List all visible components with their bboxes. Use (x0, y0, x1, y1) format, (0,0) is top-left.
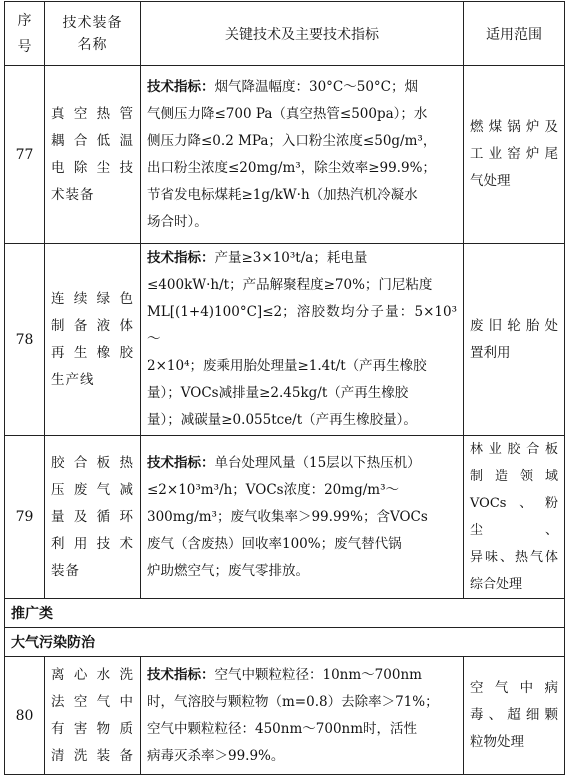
row-number: 80 (5, 657, 45, 775)
technical-spec: 技术指标：单台处理风量（15层以下热压机） ≤2×10³m³/h；VOCs浓度：20mg/m³～ 300mg/m³；废气收集率＞99.99%；含VOCs 废气（含废热）回收率100%；废气替代锅 炉助燃空气；废气零排放。 (141, 436, 464, 599)
table-row (5, 436, 565, 599)
application-scope: 空气中病 毒、超细颗 粒物处理 (464, 657, 565, 775)
section-title-promote: 推广类 (5, 599, 565, 628)
section-row (5, 599, 565, 628)
row-number: 79 (5, 436, 45, 599)
header-spec: 关键技术及主要技术指标 (141, 2, 464, 66)
spec-label: 技术指标： (147, 666, 215, 683)
section-title-air-pollution: 大气污染防治 (5, 628, 565, 657)
row-number: 78 (5, 244, 45, 436)
equipment-name: 离心水洗 法空气中 有害物质 清洗装备 (45, 657, 141, 775)
equipment-name: 胶合板热 压废气减 量及循环 利用技术 装备 (45, 436, 141, 599)
table-row (5, 657, 565, 775)
technical-spec: 技术指标：产量≥3×10³t/a；耗电量 ≤400kW·h/t；产品解聚程度≥70%；门尼粘度 ML[(1+4)100°C]≤2；溶胶数均分子量：5×10³～ 2×10⁴；废乘用胎处理量≥1.4t/t（产再生橡胶 量）；VOCs减排量≥2.45kg/t（产再生橡胶 量）；减碳量≥0.055tce/t（产再生橡胶量）。 (141, 244, 464, 436)
header-equipment: 技术装备 名称 (45, 2, 141, 66)
technical-spec: 技术指标：空气中颗粒粒径：10nm～700nm 时，气溶胶与颗粒物（m=0.8）去除率＞71%； 空气中颗粒粒径：450nm～700nm时，活性 病毒灭杀率＞99.9%。 (141, 657, 464, 775)
application-scope: 废旧轮胎处 置利用 (464, 244, 565, 436)
table-header-row (5, 2, 565, 66)
technical-spec: 技术指标：烟气降温幅度：30°C～50°C；烟 气侧压力降≤700 Pa（真空热管≤500pa）；水 侧压力降≤0.2 MPa；入口粉尘浓度≤50g/m³， 出口粉尘浓度≤20mg/m³，除尘效率≥99.9%； 节省发电标煤耗≥1g/kW·h（加热汽机冷凝水 场合时）。 (141, 66, 464, 244)
header-no: 序 号 (5, 2, 45, 66)
equipment-name: 连续绿色 制备液体 再生橡胶 生产线 (45, 244, 141, 436)
equipment-name: 真空热管 耦合低温 电除尘技 术装备 (45, 66, 141, 244)
header-scope: 适用范围 (464, 2, 565, 66)
table-row (5, 244, 565, 436)
table-row (5, 66, 565, 244)
row-number: 77 (5, 66, 45, 244)
spec-label: 技术指标： (147, 250, 215, 266)
spec-label: 技术指标： (147, 78, 215, 95)
application-scope: 林业胶合板 制造领域 VOCs、粉尘、 异味、热气体 综合处理 (464, 436, 565, 599)
section-row (5, 628, 565, 657)
equipment-table (4, 1, 565, 775)
application-scope: 燃煤锅炉及 工业窑炉尾 气处理 (464, 66, 565, 244)
spec-label: 技术指标： (147, 454, 215, 471)
